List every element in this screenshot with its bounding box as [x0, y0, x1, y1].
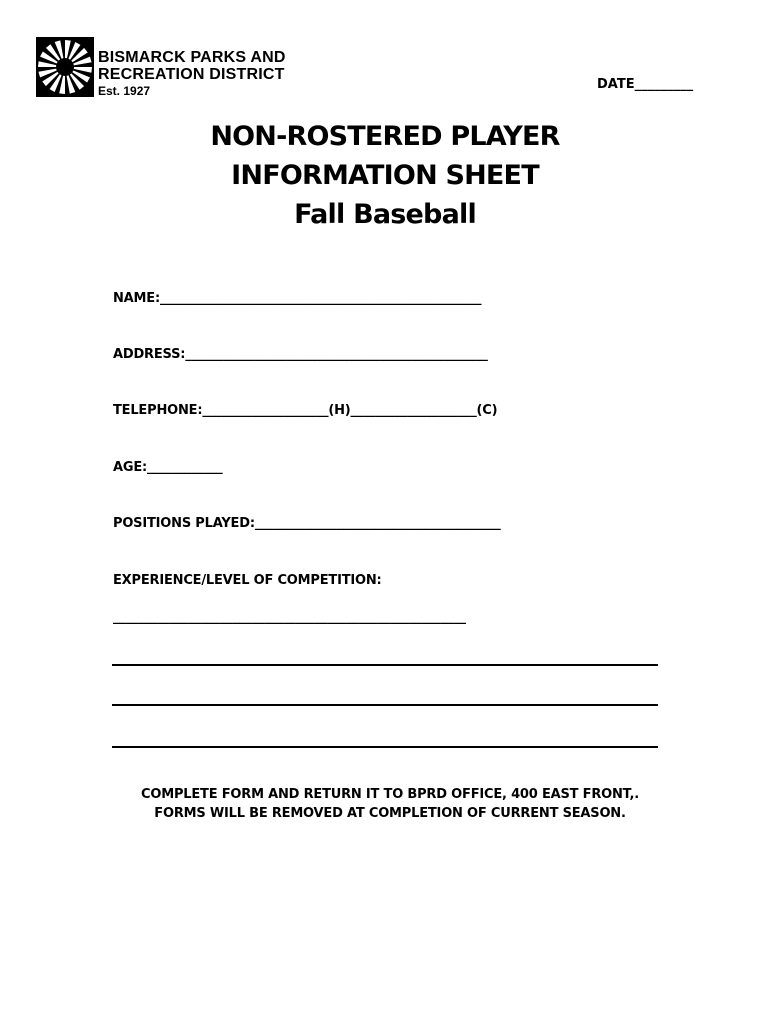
telephone-field[interactable]: TELEPHONE:____________________(H)____________________(C) [113, 403, 498, 418]
date-field[interactable]: DATE_________ [597, 77, 694, 92]
address-field[interactable]: ADDRESS:________________________________________________ [113, 347, 488, 362]
experience-label: EXPERIENCE/LEVEL OF COMPETITION: [113, 573, 382, 588]
org-name-line2: RECREATION DISTRICT [98, 66, 285, 83]
org-name-line1: BISMARCK PARKS AND [98, 49, 286, 66]
org-established: Est. 1927 [98, 84, 151, 98]
experience-line-2[interactable] [112, 664, 658, 666]
org-logo [36, 37, 316, 101]
page-title-line1: NON-ROSTERED PLAYER [210, 121, 560, 152]
page-subtitle: Fall Baseball [294, 199, 476, 230]
positions-played-field[interactable]: POSITIONS PLAYED:_______________________________________ [113, 516, 501, 531]
sunburst-logo-icon [36, 37, 94, 97]
experience-line-4[interactable] [112, 746, 658, 748]
age-field[interactable]: AGE:____________ [113, 460, 223, 475]
experience-line-1[interactable]: ________________________________________________________ [113, 610, 466, 625]
experience-line-3[interactable] [112, 704, 658, 706]
return-instructions: COMPLETE FORM AND RETURN IT TO BPRD OFFICE, 400 EAST FRONT,. [141, 787, 639, 802]
removal-notice: FORMS WILL BE REMOVED AT COMPLETION OF CURRENT SEASON. [154, 806, 626, 821]
name-field[interactable]: NAME:___________________________________________________ [113, 291, 482, 306]
page-title-line2: INFORMATION SHEET [231, 160, 539, 191]
